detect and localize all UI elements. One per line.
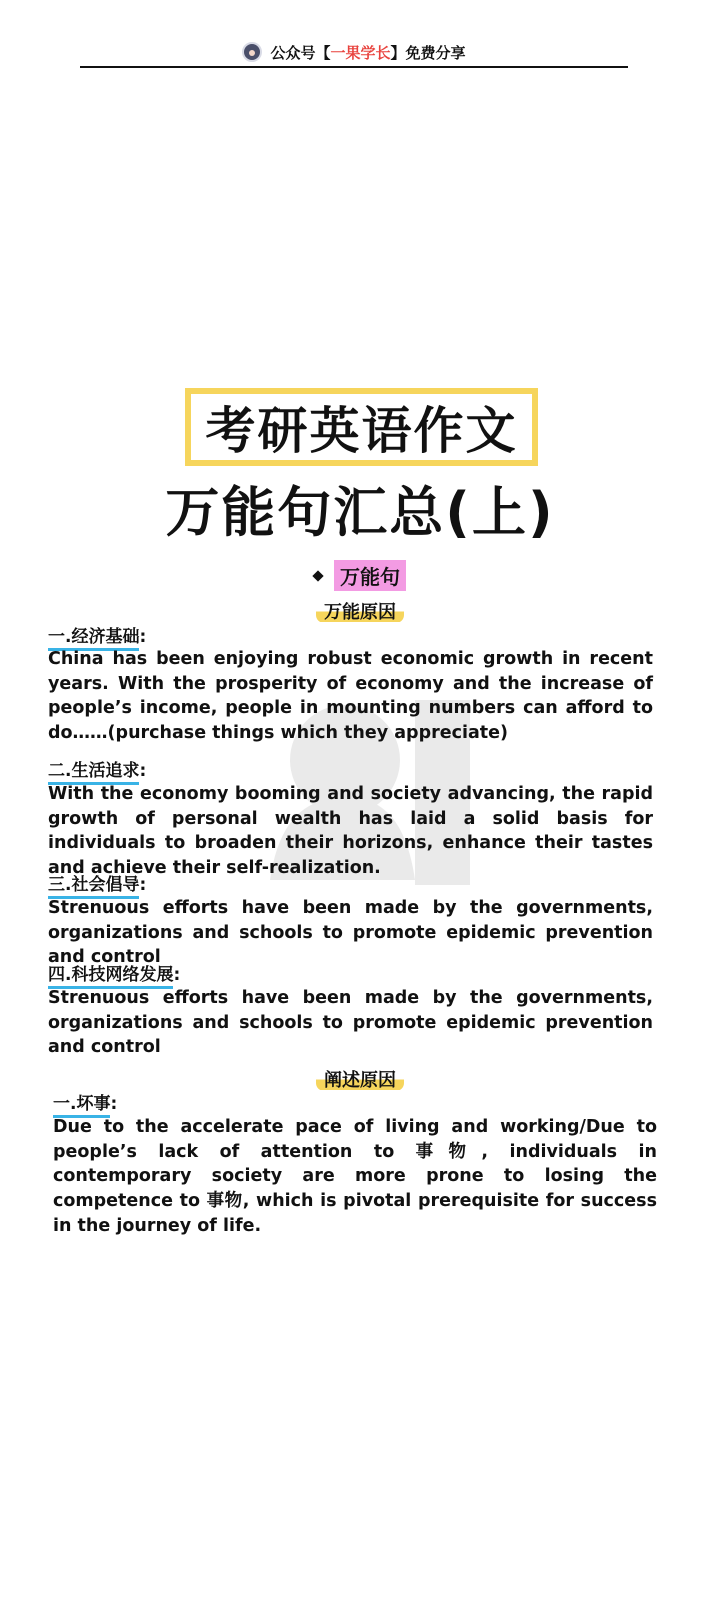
section-label-life: 二.生活追求: <box>48 756 146 781</box>
tag-row <box>0 560 720 591</box>
title-box <box>185 388 538 466</box>
header-suffix: 】免费分享 <box>390 43 466 62</box>
section-label-tech: 四.科技网络发展: <box>48 960 180 985</box>
tag-label: 万能句 <box>334 560 406 591</box>
section-text-life: With the economy booming and society advancing, the rapid growth of personal wealth has laid a solid basis for individuals to broaden their horizons, enhance their tastes and achieve their self-realization. <box>48 784 653 879</box>
section-text-tech: Strenuous efforts have been made by the governments, organizations and schools to promote epidemic prevention and control <box>48 988 653 1058</box>
section-text-bad-thing: Due to the accelerate pace of living and working/Due to people’s lack of attention to 事物, individuals in contemporary society are more prone to losing the competence to 事物, which is pivotal prerequisite for success in the journey of life. <box>53 1117 657 1236</box>
section-text-society: Strenuous efforts have been made by the governments, organizations and schools to promote epidemic prevention and control <box>48 898 653 968</box>
avatar-icon <box>242 42 262 62</box>
header-prefix: 公众号【 <box>270 43 331 62</box>
section-label-society: 三.社会倡导: <box>48 870 146 895</box>
diamond-bullet-icon <box>312 570 323 581</box>
heading-explain-reasons: 阐述原因 <box>0 1066 720 1092</box>
heading-universal-reasons: 万能原因 <box>0 598 720 624</box>
section-label-economy: 一.经济基础: <box>48 622 146 647</box>
page-header <box>80 38 628 68</box>
title-line1: 考研英语作文 <box>205 402 518 460</box>
section-label-bad-thing: 一.坏事: <box>53 1089 117 1114</box>
section-text-economy: China has been enjoying robust economic growth in recent years. With the prosperity of economy and the increase of people’s income, people in mounting numbers can afford to do……(purchase things which they appreciate) <box>48 649 653 744</box>
header-brand: 一果学长 <box>330 43 391 62</box>
title-line2: 万能句汇总(上) <box>165 481 555 544</box>
